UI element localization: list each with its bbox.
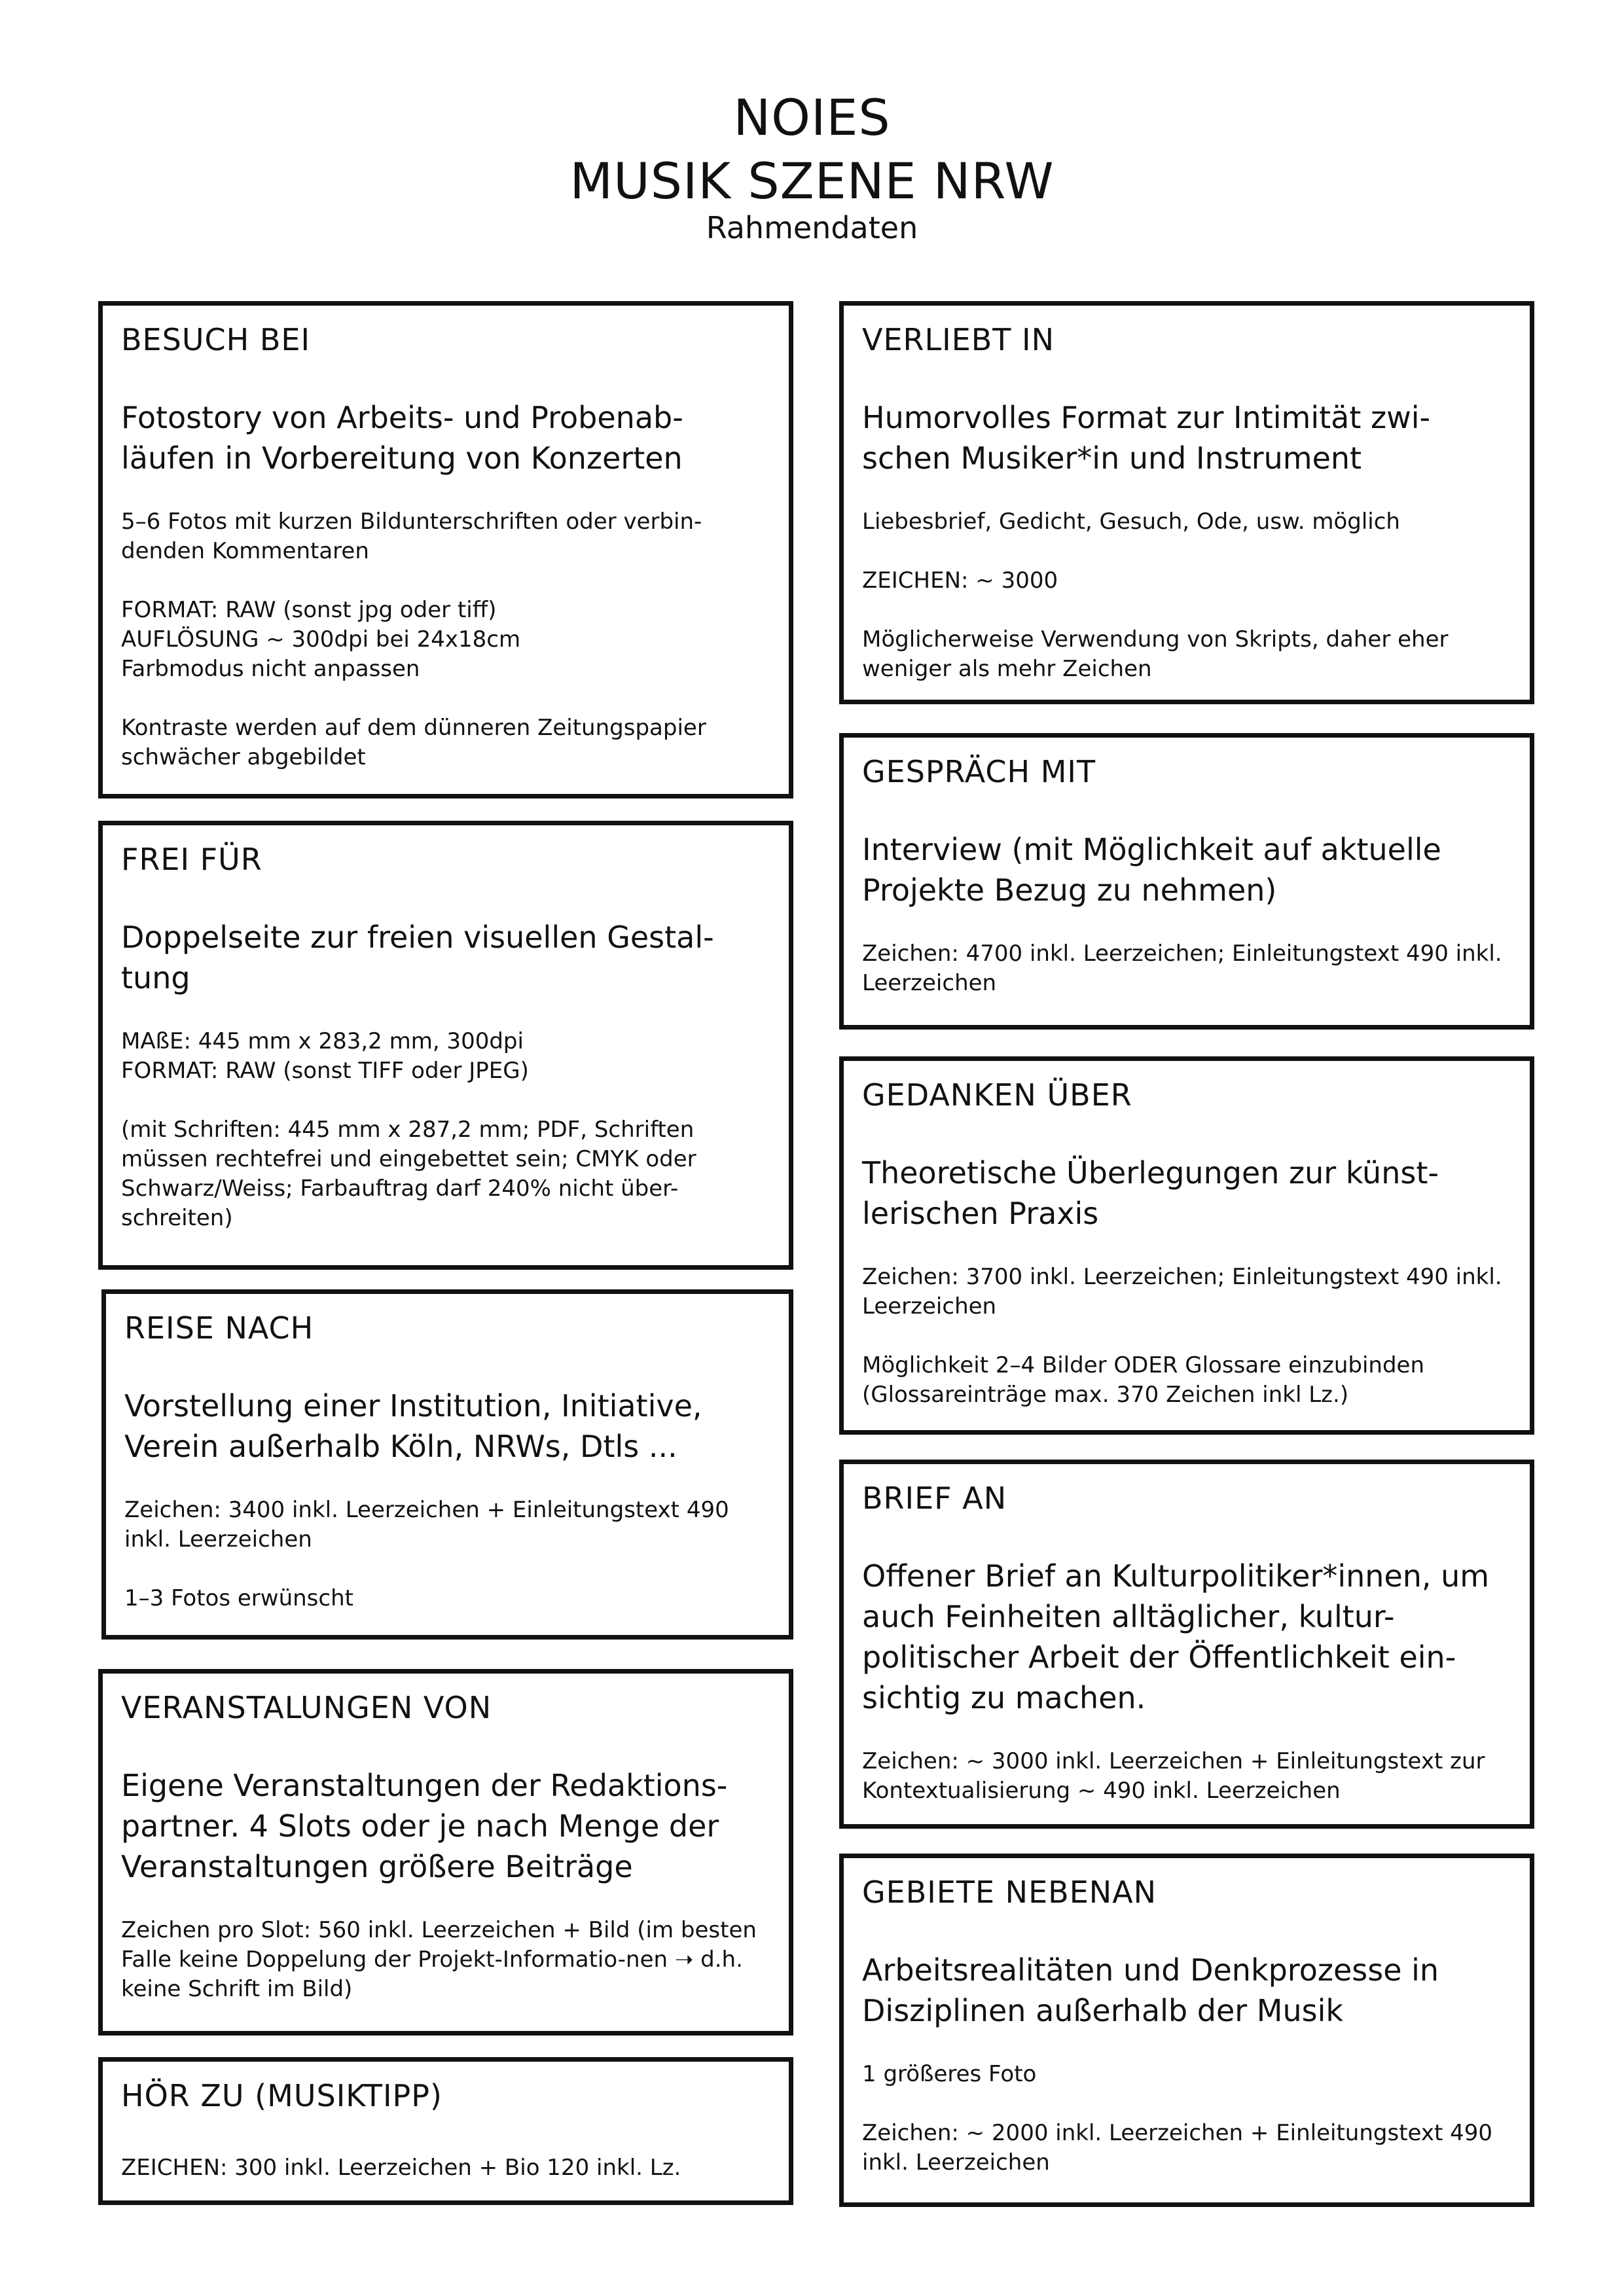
section-text: Möglicherweise Verwendung von Skripts, daher eher weniger als mehr Zeichen (862, 626, 1449, 682)
section-title: BESUCH BEI (121, 322, 311, 357)
section-text: Zeichen: 3400 inkl. Leerzeichen + Einleitungstext 490 inkl. Leerzeichen (124, 1497, 729, 1552)
section-text: FORMAT: RAW (sonst jpg oder tiff) (121, 597, 497, 623)
section-title: GESPRÄCH MIT (862, 754, 1096, 789)
section-title: VERLIEBT IN (862, 322, 1055, 357)
section-hoer-zu (98, 2057, 793, 2205)
section-text: ZEICHEN: ~ 3000 (862, 567, 1058, 594)
section-text: FORMAT: RAW (sonst TIFF oder JPEG) (121, 1058, 529, 1084)
section-text: 1 größeres Foto (862, 2061, 1037, 2087)
section-lead: Vorstellung einer Institution, Initiative, Verein außerhalb Köln, NRWs, Dtls ... (124, 1388, 702, 1464)
section-text: AUFLÖSUNG ~ 300dpi bei 24x18cm (121, 626, 521, 653)
section-title: GEDANKEN ÜBER (862, 1077, 1132, 1113)
section-lead: Interview (mit Möglichkeit auf aktuelle Projekte Bezug zu nehmen) (862, 832, 1441, 908)
section-gespraech-mit (839, 733, 1534, 1030)
section-lead: Eigene Veranstaltungen der Redaktions-partner. 4 Slots oder je nach Menge der Veranstaltungen größere Beiträge (121, 1768, 728, 1884)
section-text: Möglichkeit 2–4 Bilder ODER Glossare einzubinden (Glossareinträge max. 370 Zeichen inkl Lz.) (862, 1352, 1425, 1408)
page-title-line-1: NOIES (733, 88, 891, 147)
section-title: GEBIETE NEBENAN (862, 1874, 1157, 1910)
section-text: Liebesbrief, Gedicht, Gesuch, Ode, usw. möglich (862, 509, 1400, 535)
section-gedanken-ueber (839, 1056, 1534, 1435)
section-text: ZEICHEN: 300 inkl. Leerzeichen + Bio 120 inkl. Lz. (121, 2155, 681, 2181)
section-title: REISE NACH (124, 1310, 314, 1346)
section-reise-nach (101, 1289, 793, 1640)
section-gebiete-nebenan (839, 1854, 1534, 2207)
section-title: HÖR ZU (MUSIKTIPP) (121, 2078, 442, 2113)
section-besuch-bei (98, 301, 793, 798)
section-lead: Theoretische Überlegungen zur künst-lerischen Praxis (862, 1155, 1439, 1231)
section-lead: Doppelseite zur freien visuellen Gestal-tung (121, 920, 714, 996)
section-lead: Humorvolles Format zur Intimität zwi-schen Musiker*in und Instrument (862, 400, 1431, 476)
section-title: BRIEF AN (862, 1480, 1007, 1516)
section-frei-fuer (98, 821, 793, 1270)
section-text: 5–6 Fotos mit kurzen Bildunterschriften oder verbin-denden Kommentaren (121, 509, 702, 564)
section-verliebt-in (839, 301, 1534, 704)
section-text: Kontraste werden auf dem dünneren Zeitungspapier schwächer abgebildet (121, 715, 706, 770)
section-veranstaltungen-von (98, 1669, 793, 2036)
section-text: Farbmodus nicht anpassen (121, 656, 420, 682)
section-lead: Offener Brief an Kulturpolitiker*innen, um auch Feinheiten alltäglicher, kultur-politischer Arbeit der Öffentlichkeit ein-sichtig zu machen. (862, 1558, 1490, 1715)
section-title: VERANSTALUNGEN VON (121, 1690, 492, 1725)
section-text: Zeichen: ~ 2000 inkl. Leerzeichen + Einleitungstext 490 inkl. Leerzeichen (862, 2120, 1493, 2176)
section-lead: Arbeitsrealitäten und Denkprozesse in Disziplinen außerhalb der Musik (862, 1952, 1439, 2028)
section-text: MAßE: 445 mm x 283,2 mm, 300dpi (121, 1028, 524, 1054)
section-text: (mit Schriften: 445 mm x 287,2 mm; PDF, Schriften müssen rechtefrei und eingebettet sein; CMYK oder Schwarz/Weiss; Farbauftrag darf 240% nicht über-schreiten) (121, 1117, 696, 1231)
section-title: FREI FÜR (121, 842, 262, 877)
section-text: Zeichen: 3700 inkl. Leerzeichen; Einleitungstext 490 inkl. Leerzeichen (862, 1264, 1502, 1319)
section-text: Zeichen pro Slot: 560 inkl. Leerzeichen + Bild (im besten Falle keine Doppelung der Projekt-Informatio-nen ➝ d.h. keine Schrift im Bild) (121, 1917, 757, 2002)
section-lead: Fotostory von Arbeits- und Probenab-läufen in Vorbereitung von Konzerten (121, 400, 683, 476)
page-title-line-2: MUSIK SZENE NRW (569, 152, 1055, 210)
page-subtitle: Rahmendaten (706, 210, 918, 245)
section-text: Zeichen: 4700 inkl. Leerzeichen; Einleitungstext 490 inkl. Leerzeichen (862, 941, 1502, 996)
section-text: 1–3 Fotos erwünscht (124, 1585, 353, 1611)
section-brief-an (839, 1460, 1534, 1829)
section-text: Zeichen: ~ 3000 inkl. Leerzeichen + Einleitungstext zur Kontextualisierung ~ 490 inkl. Leerzeichen (862, 1748, 1485, 1804)
